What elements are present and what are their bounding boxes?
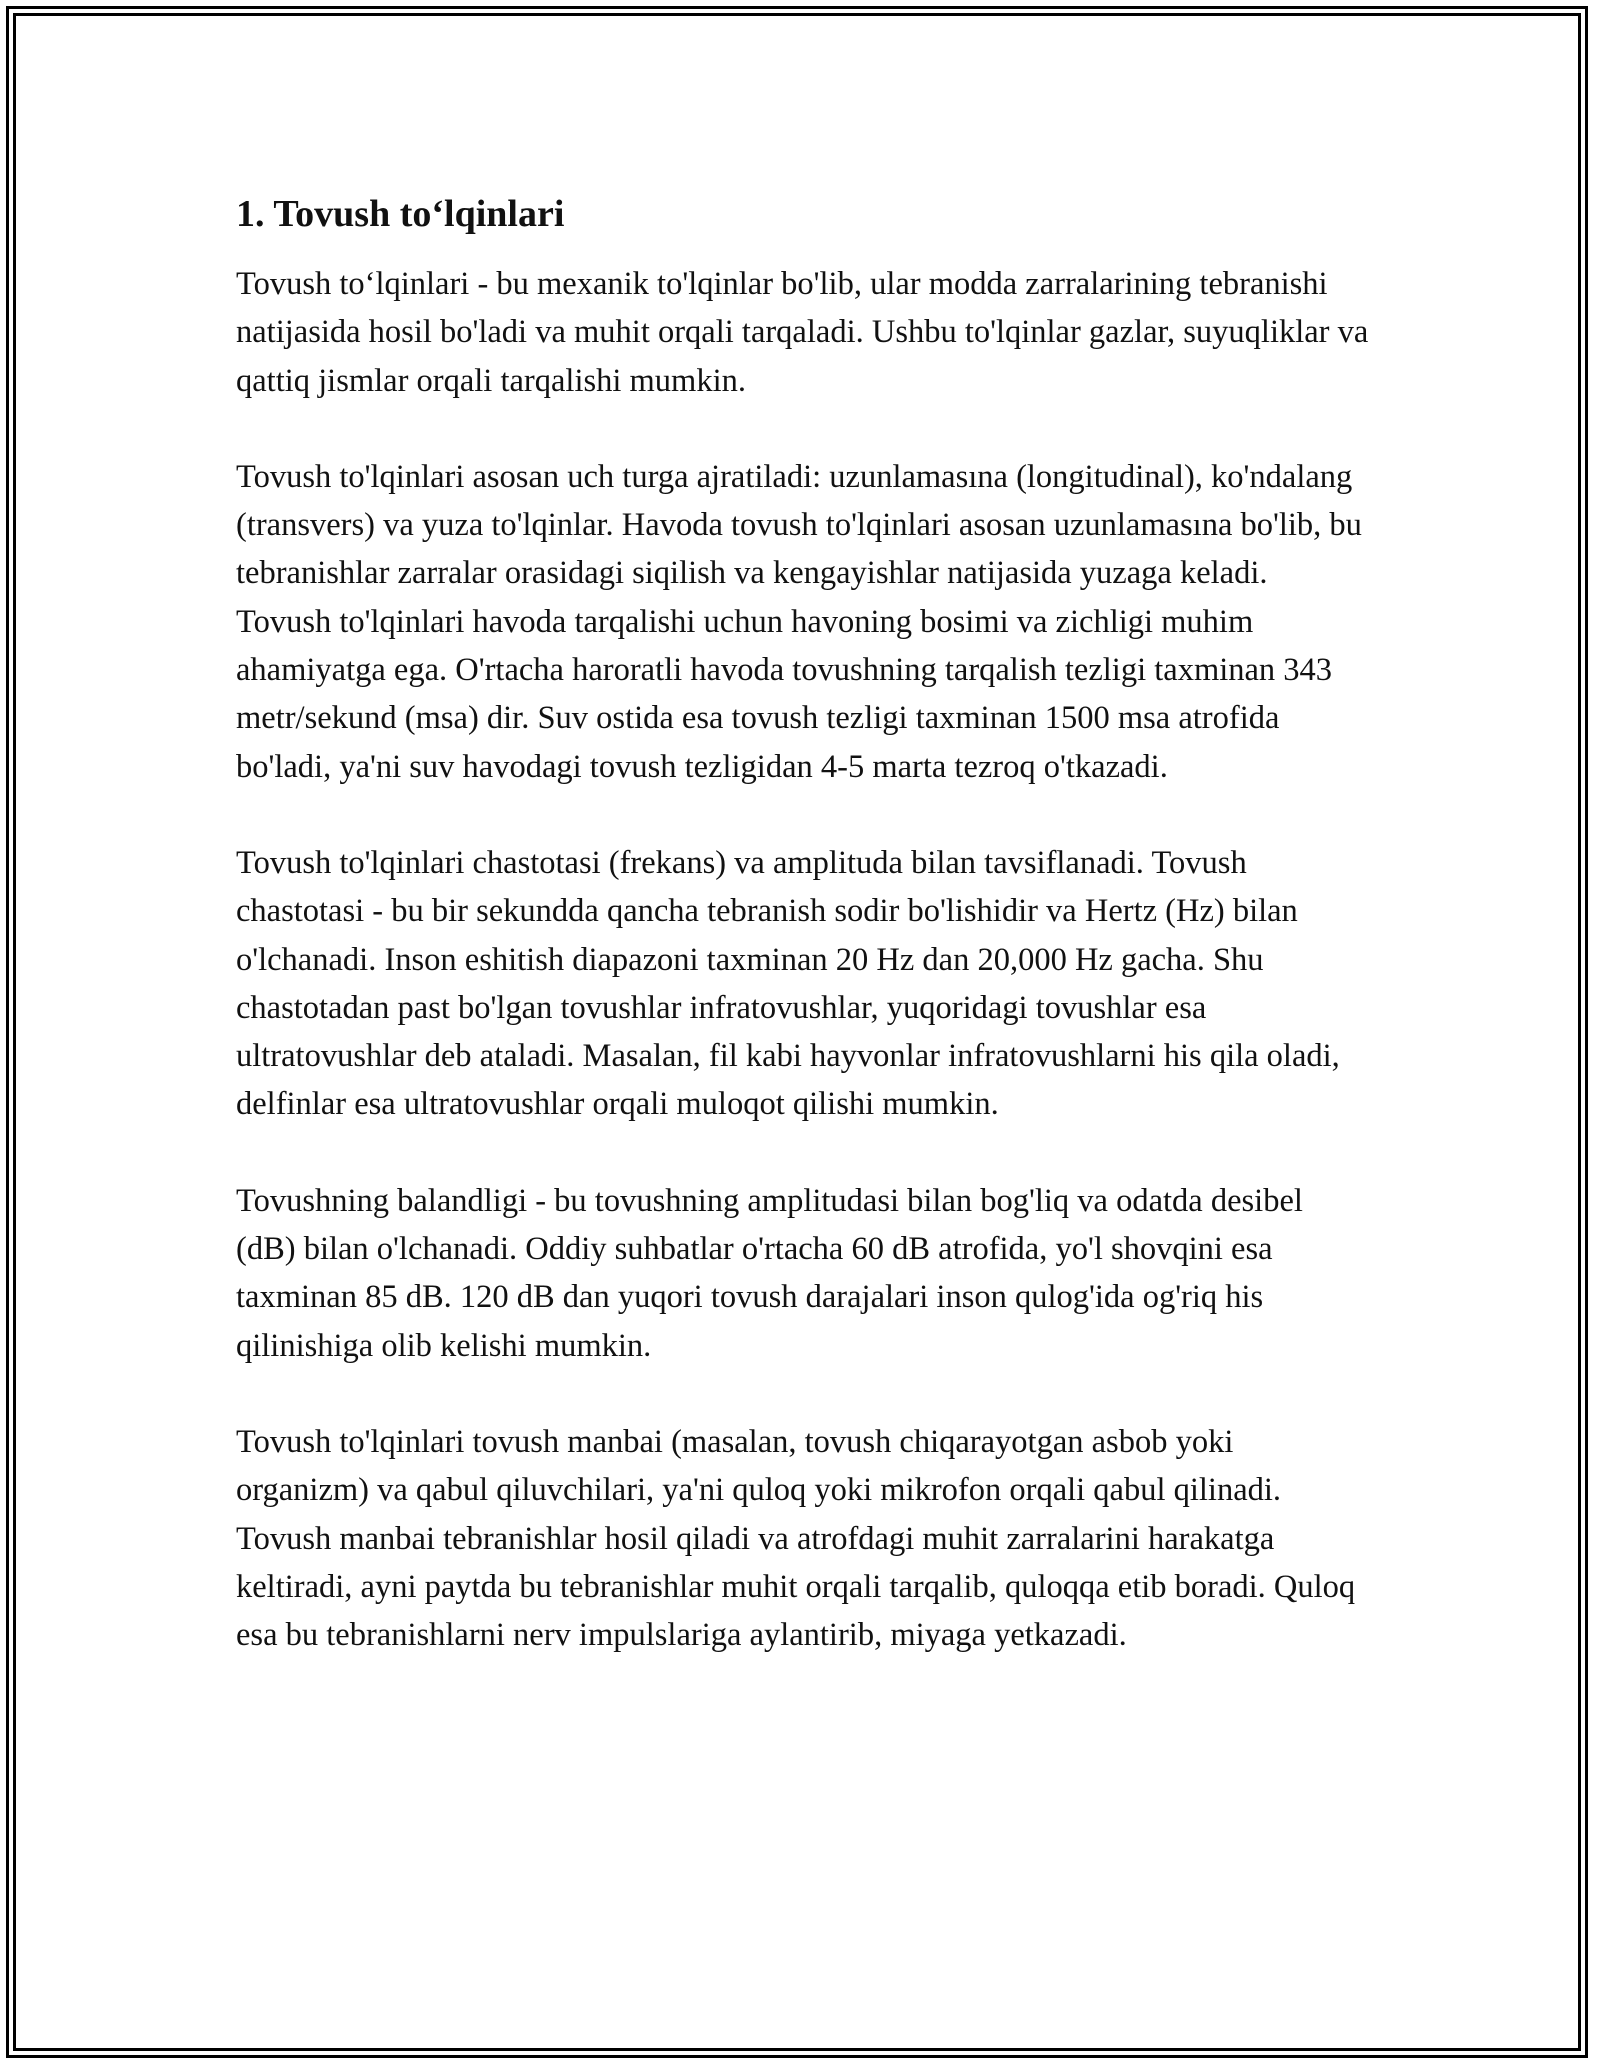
paragraph-definition: Tovush to‘lqinlari - bu mexanik to'lqinlar bo'lib, ular modda zarralarining tebranishi natijasida hosil bo'ladi va muhit orqali tarqaladi. Ushbu to'lqinlar gazlar, suyuqliklar va qattiq jismlar orqali tarqalishi mumkin. [236,266,1369,399]
paragraph-wave-types: Tovush to'lqinlari asosan uch turga ajratiladi: uzunlamasına (longitudinal), ko'ndalang (transvers) va yuza to'lqinlar. Havoda tovush to'lqinlari asosan uzunlamasına bo'lib, bu tebranishlar zarralar orasidagi siqilish va kengayishlar natijasida yuzaga keladi. Tovush to'lqinlari havoda tarqalishi uchun havoning bosimi va zichligi muhim ahamiyatga ega. O'rtacha haroratli havoda tovushning tarqalish tezligi taxminan 343 metr/sekund (msa) dir. Suv ostida esa tovush tezligi taxminan 1500 msa atrofida bo'ladi, ya'ni suv havodagi tovush tezligidan 4-5 marta tezroq o'tkazadi. [236,458,1362,785]
paragraph-loudness: Tovushning balandligi - bu tovushning amplitudasi bilan bog'liq va odatda desibel (dB) bilan o'lchanadi. Oddiy suhbatlar o'rtacha 60 dB atrofida, yo'l shovqini esa taxminan 85 dB. 120 dB dan yuqori tovush darajalari inson qulog'ida og'riq his qilinishiga olib kelishi mumkin. [236,1182,1303,1364]
document-body [236,186,1370,1707]
paragraph-source-receiver: Tovush to'lqinlari tovush manbai (masalan, tovush chiqarayotgan asbob yoki organizm) va qabul qiluvchilari, ya'ni quloq yoki mikrofon orqali qabul qilinadi. Tovush manbai tebranishlar hosil qiladi va atrofdagi muhit zarralarini harakatga keltiradi, ayni paytda bu tebranishlar muhit orqali tarqalib, quloqqa etib boradi. Quloq esa bu tebranishlarni nerv impulslariga aylantirib, miyaga yetkazadi. [236,1423,1356,1654]
paragraph-frequency: Tovush to'lqinlari chastotasi (frekans) va amplituda bilan tavsiflanadi. Tovush chastotasi - bu bir sekundda qancha tebranish sodir bo'lishidir va Hertz (Hz) bilan o'lchanadi. Inson eshitish diapazoni taxminan 20 Hz dan 20,000 Hz gacha. Shu chastotadan past bo'lgan tovushlar infratovushlar, yuqoridagi tovushlar esa ultratovushlar deb ataladi. Masalan, fil kabi hayvonlar infratovushlarni his qila oladi, delfinlar esa ultratovushlar orqali muloqot qilishi mumkin. [236,844,1340,1123]
section-heading: 1. Tovush to‘lqinlari [236,193,565,235]
